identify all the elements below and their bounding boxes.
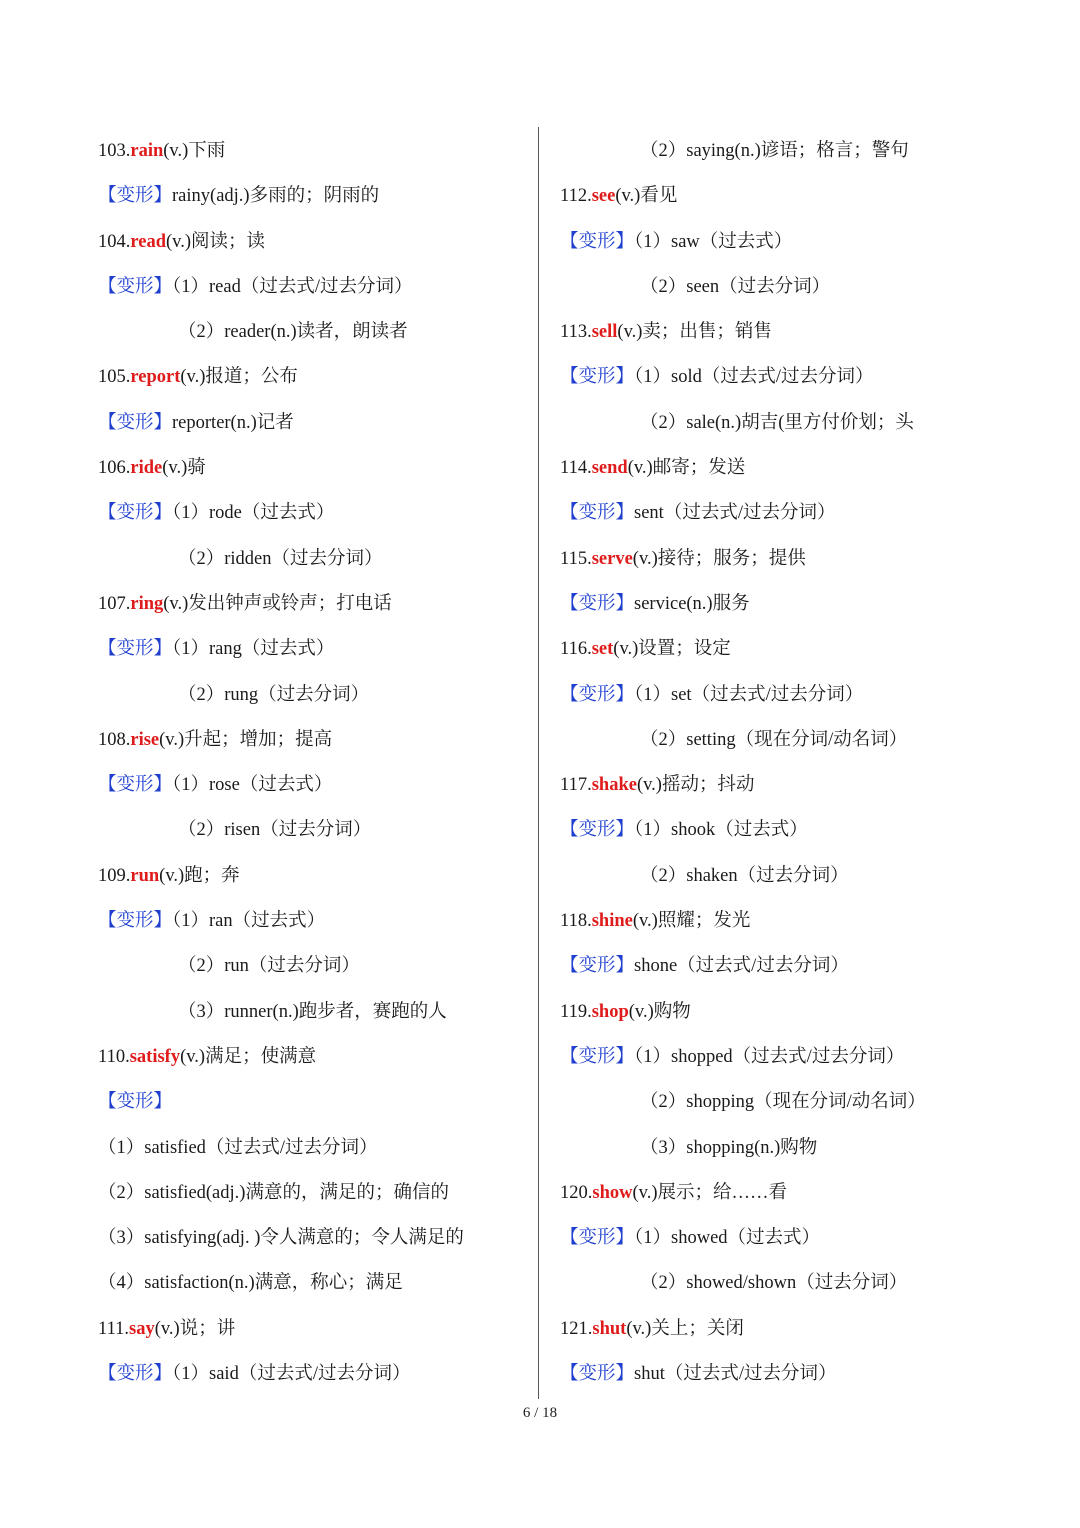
vocab-entry bbox=[560, 174, 1000, 219]
variant-line bbox=[98, 491, 528, 536]
headword: ring bbox=[130, 593, 164, 614]
vocab-entry bbox=[98, 1307, 528, 1352]
variant-tag: 【变形】 bbox=[98, 1364, 173, 1385]
definition: (v.)照耀；发光 bbox=[632, 911, 751, 932]
definition: (v.)关上；关闭 bbox=[626, 1318, 744, 1339]
headword: see bbox=[591, 186, 616, 207]
entry-number: 108. bbox=[98, 729, 131, 750]
variant-tag: 【变形】 bbox=[560, 1046, 635, 1067]
vocab-entry bbox=[560, 1171, 1000, 1216]
variant-subline: （2）shaken（过去分词） bbox=[640, 865, 849, 886]
headword: serve bbox=[591, 548, 633, 569]
column-divider bbox=[538, 127, 539, 1399]
headword: rain bbox=[130, 141, 164, 161]
variant-text: shone（过去式/过去分词） bbox=[634, 956, 849, 977]
page-number: 6 / 18 bbox=[522, 1405, 558, 1421]
headword: shut bbox=[592, 1318, 627, 1339]
variant-tag: 【变形】 bbox=[98, 503, 173, 524]
variant-text: sent（过去式/过去分词） bbox=[634, 503, 836, 524]
variant-text: （1）saw（过去式） bbox=[634, 231, 793, 252]
variant-subline: （2）risen（过去分词） bbox=[178, 820, 372, 841]
variant-line bbox=[560, 673, 1000, 718]
entry-number: 120. bbox=[560, 1182, 593, 1203]
variant-subline: （2）rung（过去分词） bbox=[178, 684, 370, 705]
entry-number: 116. bbox=[560, 639, 592, 660]
headword: send bbox=[591, 458, 628, 479]
definition: (v.)发出钟声或铃声；打电话 bbox=[163, 593, 392, 614]
entry-number: 115. bbox=[560, 548, 592, 569]
variant-text: reporter(n.)记者 bbox=[172, 412, 294, 433]
definition: (v.)骑 bbox=[162, 458, 206, 479]
entry-number: 105. bbox=[98, 367, 131, 388]
variant-text: rainy(adj.)多雨的；阴雨的 bbox=[172, 186, 380, 207]
variant-plainline: （4）satisfaction(n.)满意，称心；满足 bbox=[98, 1273, 403, 1294]
vocab-entry bbox=[560, 627, 1000, 672]
variant-line bbox=[560, 491, 1000, 536]
entry-number: 109. bbox=[98, 865, 131, 886]
vocab-entry bbox=[98, 854, 528, 899]
variant-tag: 【变形】 bbox=[98, 276, 173, 297]
variant-text: （1）rose（过去式） bbox=[172, 775, 333, 796]
entry-number: 121. bbox=[560, 1318, 593, 1339]
variant-text: （1）sold（过去式/过去分词） bbox=[634, 367, 874, 388]
variant-line bbox=[98, 1080, 528, 1125]
vocab-entry bbox=[560, 446, 1000, 491]
variant-plainline: （1）satisfied（过去式/过去分词） bbox=[98, 1137, 378, 1158]
vocab-entry bbox=[98, 129, 528, 174]
vocab-entry bbox=[560, 310, 1000, 355]
variant-line bbox=[560, 808, 1000, 853]
definition: (v.)跑；奔 bbox=[159, 865, 240, 886]
entry-number: 111. bbox=[98, 1318, 130, 1339]
variant-text: （1）said（过去式/过去分词） bbox=[172, 1364, 411, 1385]
variant-tag: 【变形】 bbox=[560, 593, 635, 614]
vocab-entry bbox=[98, 220, 528, 265]
variant-line bbox=[560, 355, 1000, 400]
variant-tag: 【变形】 bbox=[560, 1364, 635, 1385]
definition: (v.)阅读；读 bbox=[166, 231, 266, 252]
vocab-entry bbox=[98, 1035, 528, 1080]
variant-line bbox=[98, 174, 528, 219]
headword: set bbox=[591, 639, 614, 660]
entry-number: 114. bbox=[560, 458, 592, 479]
variant-text: （1）showed（过去式） bbox=[634, 1228, 821, 1249]
variant-subline: （2）shopping（现在分词/动名词） bbox=[640, 1092, 926, 1113]
variant-plainline: （3）satisfying(adj. )令人满意的；令人满足的 bbox=[98, 1228, 464, 1249]
variant-subline: （2）seen（过去分词） bbox=[640, 276, 831, 297]
entry-number: 113. bbox=[560, 322, 592, 343]
variant-line bbox=[98, 763, 528, 808]
variant-line bbox=[98, 899, 528, 944]
entry-number: 104. bbox=[98, 231, 131, 252]
variant-tag: 【变形】 bbox=[560, 684, 635, 705]
entry-number: 103. bbox=[98, 141, 131, 161]
headword: run bbox=[130, 865, 160, 886]
headword: sell bbox=[591, 322, 618, 343]
headword: shine bbox=[591, 911, 633, 932]
definition: (v.)升起；增加；提高 bbox=[159, 729, 333, 750]
headword: shop bbox=[591, 1001, 629, 1022]
variant-line bbox=[560, 1035, 1000, 1080]
definition: (v.)接待；服务；提供 bbox=[632, 548, 806, 569]
right-column bbox=[560, 129, 1000, 1397]
variant-tag: 【变形】 bbox=[560, 820, 635, 841]
variant-text: （1）read（过去式/过去分词） bbox=[172, 276, 413, 297]
variant-subline: （2）ridden（过去分词） bbox=[178, 548, 383, 569]
vocab-entry bbox=[560, 537, 1000, 582]
definition: (v.)卖；出售；销售 bbox=[617, 322, 772, 343]
variant-tag: 【变形】 bbox=[560, 367, 635, 388]
entry-number: 119. bbox=[560, 1001, 592, 1022]
variant-subline: （2）sale(n.)胡吉(里方付价划；头 bbox=[640, 412, 914, 433]
definition: (v.)说；讲 bbox=[154, 1318, 236, 1339]
vocab-entry bbox=[98, 718, 528, 763]
definition: (v.)设置；设定 bbox=[613, 639, 731, 660]
variant-line bbox=[98, 265, 528, 310]
variant-line bbox=[560, 1352, 1000, 1397]
entry-number: 117. bbox=[560, 775, 592, 796]
definition: (v.)展示；给……看 bbox=[632, 1182, 787, 1203]
variant-text: （1）shopped（过去式/过去分词） bbox=[634, 1046, 905, 1067]
variant-subline: （3）runner(n.)跑步者，赛跑的人 bbox=[178, 1001, 447, 1022]
variant-tag: 【变形】 bbox=[98, 412, 173, 433]
entry-number: 110. bbox=[98, 1046, 130, 1067]
variant-subline: （2）reader(n.)读者，朗读者 bbox=[178, 322, 408, 343]
variant-tag: 【变形】 bbox=[560, 503, 635, 524]
headword: show bbox=[592, 1182, 633, 1203]
variant-line bbox=[560, 582, 1000, 627]
variant-line bbox=[98, 1352, 528, 1397]
headword: read bbox=[130, 231, 167, 252]
headword: ride bbox=[130, 458, 163, 479]
variant-subline: （2）run（过去分词） bbox=[178, 956, 360, 977]
variant-line bbox=[560, 220, 1000, 265]
variant-tag: 【变形】 bbox=[560, 956, 635, 977]
definition: (v.)购物 bbox=[628, 1001, 691, 1022]
variant-line bbox=[98, 401, 528, 446]
definition: (v.)看见 bbox=[615, 186, 678, 207]
variant-tag: 【变形】 bbox=[98, 1092, 173, 1113]
variant-tag: 【变形】 bbox=[560, 1228, 635, 1249]
variant-text: （1）shook（过去式） bbox=[634, 820, 808, 841]
variant-text: （1）set（过去式/过去分词） bbox=[634, 684, 864, 705]
variant-tag: 【变形】 bbox=[560, 231, 635, 252]
variant-line bbox=[560, 1216, 1000, 1261]
variant-tag: 【变形】 bbox=[98, 186, 173, 207]
vocab-entry bbox=[98, 355, 528, 400]
variant-text: （1）ran（过去式） bbox=[172, 911, 326, 932]
headword: rise bbox=[130, 729, 160, 750]
entry-number: 112. bbox=[560, 186, 592, 207]
left-column bbox=[98, 129, 528, 1397]
variant-subline: （2）setting（现在分词/动名词） bbox=[640, 729, 908, 750]
variant-text: （1）rang（过去式） bbox=[172, 639, 335, 660]
definition: (v.)摇动；抖动 bbox=[636, 775, 755, 796]
vocab-entry bbox=[560, 990, 1000, 1035]
entry-number: 106. bbox=[98, 458, 131, 479]
variant-subline: （3）shopping(n.)购物 bbox=[640, 1137, 818, 1158]
variant-tag: 【变形】 bbox=[98, 639, 173, 660]
variant-subline: （2）saying(n.)谚语；格言；警句 bbox=[640, 141, 909, 161]
vocab-entry bbox=[98, 582, 528, 627]
headword: satisfy bbox=[129, 1046, 181, 1067]
variant-plainline: （2）satisfied(adj.)满意的，满足的；确信的 bbox=[98, 1182, 449, 1203]
vocab-entry bbox=[560, 1307, 1000, 1352]
headword: shake bbox=[591, 775, 637, 796]
variant-subline: （2）showed/shown（过去分词） bbox=[640, 1273, 908, 1294]
variant-text: service(n.)服务 bbox=[634, 593, 750, 614]
variant-tag: 【变形】 bbox=[98, 911, 173, 932]
variant-line bbox=[560, 944, 1000, 989]
definition: (v.)下雨 bbox=[163, 141, 226, 161]
variant-text: （1）rode（过去式） bbox=[172, 503, 335, 524]
headword: say bbox=[129, 1318, 155, 1339]
vocab-entry bbox=[560, 899, 1000, 944]
vocab-entry bbox=[560, 763, 1000, 808]
entry-number: 107. bbox=[98, 593, 131, 614]
definition: (v.)报道；公布 bbox=[180, 367, 298, 388]
variant-tag: 【变形】 bbox=[98, 775, 173, 796]
variant-text: shut（过去式/过去分词） bbox=[634, 1364, 837, 1385]
vocab-entry bbox=[98, 446, 528, 491]
headword: report bbox=[130, 367, 181, 388]
definition: (v.)满足；使满意 bbox=[180, 1046, 317, 1067]
definition: (v.)邮寄；发送 bbox=[627, 458, 746, 479]
variant-line bbox=[98, 627, 528, 672]
entry-number: 118. bbox=[560, 911, 592, 932]
